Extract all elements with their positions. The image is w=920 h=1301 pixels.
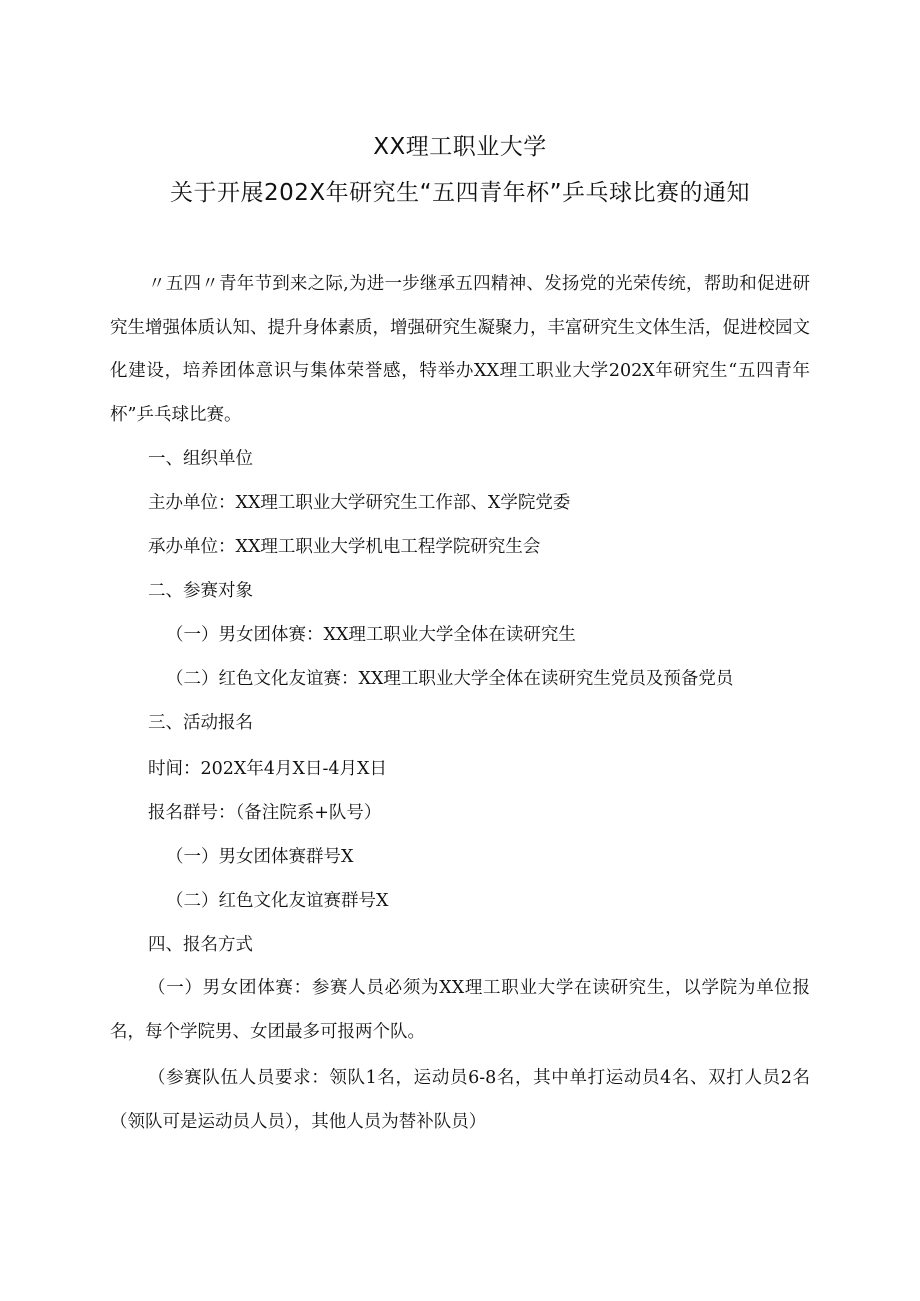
registration-group-team: （一）男女团体赛群号X (166, 847, 354, 867)
participants-item-team: （一）男女团体赛：XX理工职业大学全体在读研究生 (166, 625, 576, 645)
section-heading-method: 四、报名方式 (148, 935, 253, 955)
host-organizer: 主办单位：XX理工职业大学研究生工作部、X学院党委 (148, 493, 571, 513)
registration-time: 时间：202X年4月X日-4月X日 (148, 759, 387, 779)
intro-paragraph: 〃五四〃青年节到来之际,为进一步继承五四精神、发扬党的光荣传统，帮助和促进研究生增强体质认知、提升身体素质，增强研究生凝聚力，丰富研究生文体生活，促进校园文化建设，培养团体意识与集体荣誉感，特举办XX理工职业大学202X年研究生“五四青年杯”乒乓球比赛。 (110, 274, 810, 425)
section-heading-organizers: 一、组织单位 (148, 449, 253, 469)
registration-group-label: 报名群号：（备注院系+队号） (148, 803, 382, 823)
university-title: XX理工职业大学 (373, 134, 547, 160)
notice-title: 关于开展202X年研究生“五四青年杯”乒乓球比赛的通知 (170, 180, 750, 206)
undertaker-organizer: 承办单位：XX理工职业大学机电工程学院研究生会 (148, 537, 541, 557)
method-team-paragraph: （一）男女团体赛：参赛人员必须为XX理工职业大学在读研究生，以学院为单位报名，每个学院男、女团最多可报两个队。 (110, 978, 810, 1042)
method-requirement-paragraph: （参赛队伍人员要求：领队1名，运动员6-8名，其中单打运动员4名、双打人员2名（领队可是运动员人员），其他人员为替补队员） (110, 1068, 810, 1132)
participants-item-friendly: （二）红色文化友谊赛：XX理工职业大学全体在读研究生党员及预备党员 (166, 669, 734, 689)
registration-group-friendly: （二）红色文化友谊赛群号X (166, 891, 389, 911)
section-heading-registration: 三、活动报名 (148, 713, 253, 733)
section-heading-participants: 二、参赛对象 (148, 581, 253, 601)
